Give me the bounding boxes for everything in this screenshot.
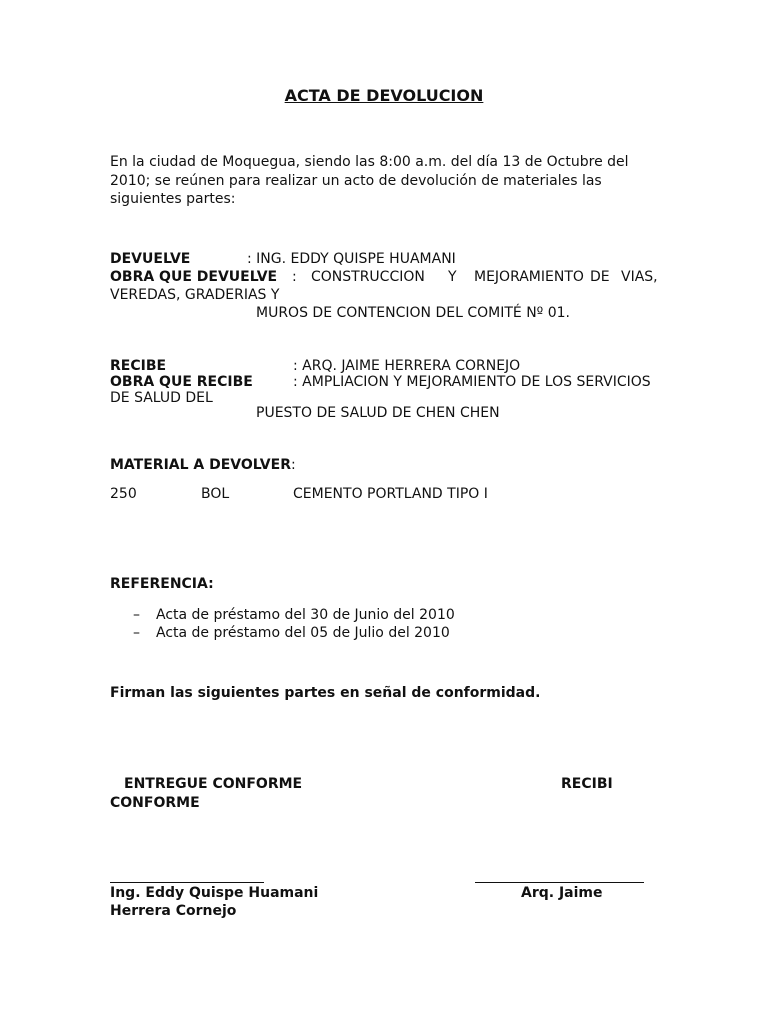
material-quantity: 250	[110, 486, 137, 502]
document-title: ACTA DE DEVOLUCION	[284, 86, 484, 105]
referencia-item: Acta de préstamo del 05 de Julio del 2010	[156, 625, 450, 641]
intro-line-1: En la ciudad de Moquegua, siendo las 8:00 a.m. del día 13 de Octubre del	[110, 154, 629, 170]
material-description: CEMENTO PORTLAND TIPO I	[293, 486, 488, 502]
obra-devuelve-word: Y	[448, 269, 457, 285]
intro-line-2: 2010; se reúnen para realizar un acto de devolución de materiales las	[110, 173, 602, 189]
obra-devuelve-word: MEJORAMIENTO	[474, 269, 584, 285]
signature-right-name: Arq. Jaime	[521, 885, 603, 901]
recibe-label: RECIBE	[110, 358, 167, 374]
obra-devuelve-line-3: MUROS DE CONTENCION DEL COMITÉ Nº 01.	[256, 305, 570, 321]
obra-recibe-label: OBRA QUE RECIBE	[110, 374, 253, 390]
signature-left-heading: ENTREGUE CONFORME	[124, 776, 303, 792]
material-label: MATERIAL A DEVOLVER	[110, 457, 291, 473]
signature-left-name: Ing. Eddy Quispe Huamani	[110, 885, 319, 901]
referencia-item: Acta de préstamo del 30 de Junio del 2010	[156, 607, 455, 623]
obra-devuelve-word: CONSTRUCCION	[311, 269, 425, 285]
referencia-bullet: –	[133, 607, 140, 623]
recibe-value: : ARQ. JAIME HERRERA CORNEJO	[293, 358, 521, 374]
material-colon: :	[290, 457, 296, 473]
obra-recibe-value: : AMPLIACION Y MEJORAMIENTO DE LOS SERVICIOS	[293, 374, 651, 390]
material-heading	[110, 456, 296, 474]
firman-text: Firman las siguientes partes en señal de conformidad.	[110, 685, 541, 701]
referencia-bullet: –	[133, 625, 140, 641]
obra-devuelve-word: DE	[590, 269, 610, 285]
obra-recibe-line-2: DE SALUD DEL	[110, 390, 213, 406]
signature-line-left	[110, 882, 264, 883]
devuelve-label: DEVUELVE	[110, 251, 191, 267]
material-unit: BOL	[201, 486, 230, 502]
signature-right-name-wrap: Herrera Cornejo	[110, 903, 237, 919]
signature-line-right	[475, 882, 644, 883]
intro-line-3: siguientes partes:	[110, 191, 236, 207]
obra-devuelve-word: VIAS,	[621, 269, 658, 285]
signature-right-heading: RECIBI	[561, 776, 613, 792]
devuelve-value: : ING. EDDY QUISPE HUAMANI	[247, 251, 456, 267]
referencia-label: REFERENCIA:	[110, 576, 214, 592]
signature-right-heading-wrap: CONFORME	[110, 795, 200, 811]
obra-recibe-line-3: PUESTO DE SALUD DE CHEN CHEN	[256, 405, 500, 421]
obra-devuelve-colon: :	[292, 269, 297, 285]
obra-devuelve-line-2: VEREDAS, GRADERIAS Y	[110, 287, 280, 303]
obra-devuelve-label: OBRA QUE DEVUELVE	[110, 269, 278, 285]
